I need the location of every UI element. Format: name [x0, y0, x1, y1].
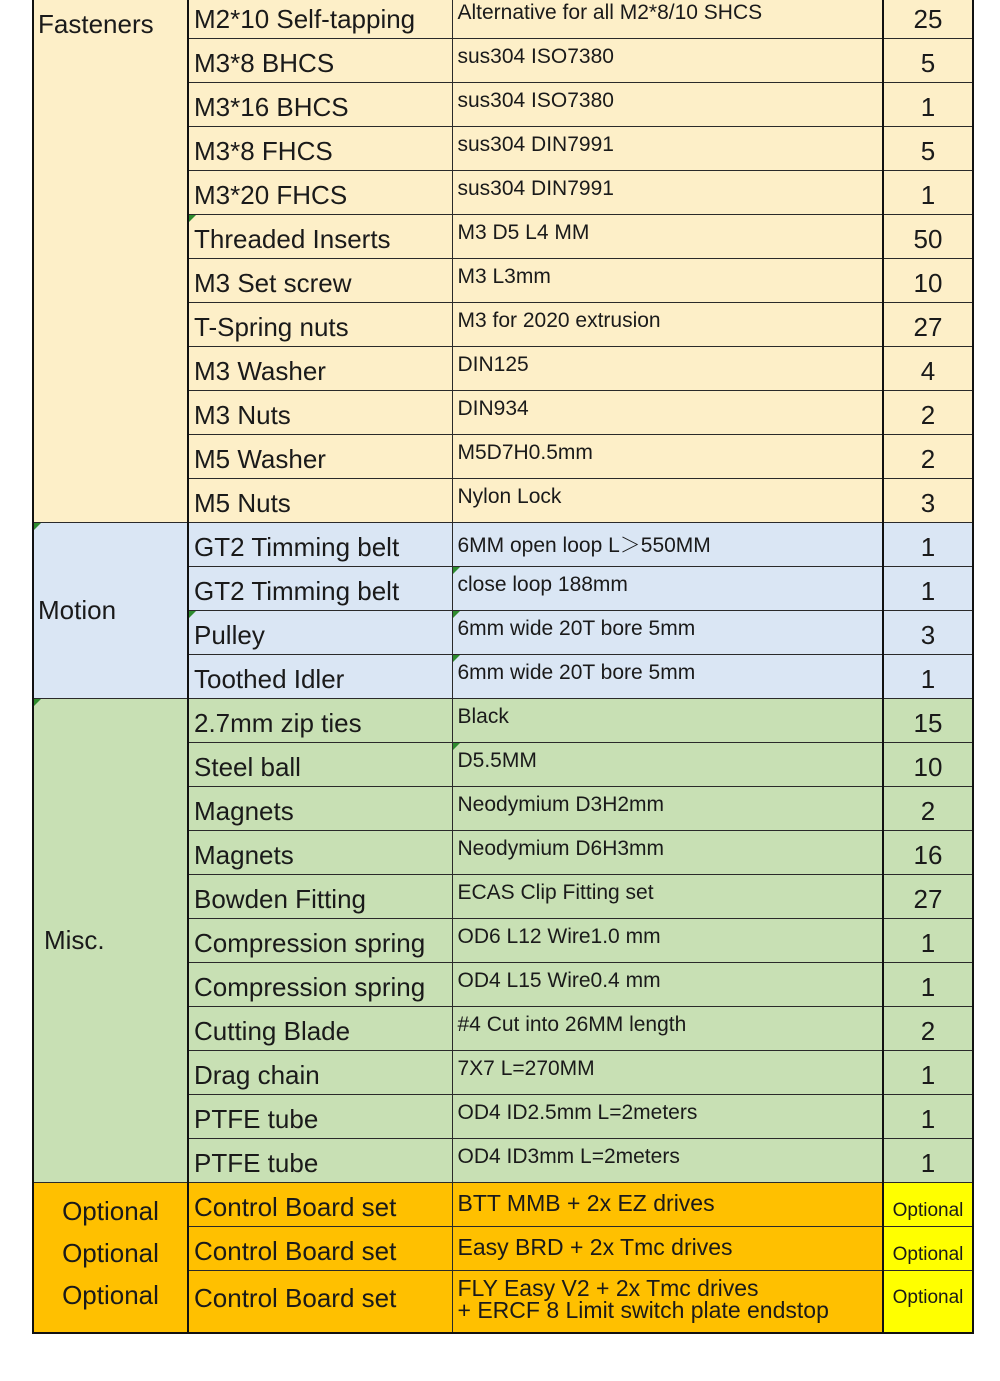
part-spec: 6MM open loop L＞550MM — [452, 523, 883, 567]
part-name: M3*8 FHCS — [188, 127, 452, 171]
part-spec: Alternative for all M2*8/10 SHCS — [452, 0, 883, 39]
part-name: Compression spring — [188, 963, 452, 1007]
table-row — [33, 699, 973, 743]
part-qty: 5 — [883, 39, 973, 83]
part-qty: 2 — [883, 787, 973, 831]
part-qty: 5 — [883, 127, 973, 171]
part-spec: D5.5MM — [452, 743, 883, 787]
spec-line: FLY Easy V2 + 2x Tmc drives — [457, 1275, 759, 1301]
category-cell-motion: Motion — [33, 523, 188, 699]
part-spec: OD4 L15 Wire0.4 mm — [452, 963, 883, 1007]
part-spec: M3 L3mm — [452, 259, 883, 303]
part-qty: 3 — [883, 479, 973, 523]
table-row — [33, 0, 973, 39]
part-spec: Neodymium D6H3mm — [452, 831, 883, 875]
part-qty: 1 — [883, 919, 973, 963]
part-spec: OD4 ID3mm L=2meters — [452, 1139, 883, 1183]
part-name: M3*8 BHCS — [188, 39, 452, 83]
part-spec: M3 for 2020 extrusion — [452, 303, 883, 347]
part-qty: 16 — [883, 831, 973, 875]
part-qty: 15 — [883, 699, 973, 743]
part-name: Steel ball — [188, 743, 452, 787]
spec-line: + ERCF 8 Limit switch plate endstop — [457, 1297, 829, 1323]
part-spec: 7X7 L=270MM — [452, 1051, 883, 1095]
part-name: Compression spring — [188, 919, 452, 963]
part-name: GT2 Timming belt — [188, 523, 452, 567]
part-spec: sus304 DIN7991 — [452, 171, 883, 215]
part-name: Control Board set — [188, 1271, 452, 1333]
part-qty: 3 — [883, 611, 973, 655]
part-name: Drag chain — [188, 1051, 452, 1095]
part-qty: 2 — [883, 391, 973, 435]
part-name: M5 Washer — [188, 435, 452, 479]
part-spec: M3 D5 L4 MM — [452, 215, 883, 259]
part-qty: 10 — [883, 743, 973, 787]
part-name: Toothed Idler — [188, 655, 452, 699]
part-name: 2.7mm zip ties — [188, 699, 452, 743]
part-qty: 4 — [883, 347, 973, 391]
part-name: M3 Washer — [188, 347, 452, 391]
part-name: M2*10 Self-tapping — [188, 0, 452, 39]
part-spec: Neodymium D3H2mm — [452, 787, 883, 831]
part-spec: OD4 ID2.5mm L=2meters — [452, 1095, 883, 1139]
part-spec: Black — [452, 699, 883, 743]
part-qty: 1 — [883, 523, 973, 567]
part-name: Control Board set — [188, 1183, 452, 1227]
category-cell-optional — [33, 1183, 188, 1333]
category-label: Optional — [62, 1196, 159, 1226]
table-row — [33, 1183, 973, 1227]
part-qty: 2 — [883, 435, 973, 479]
part-name: Cutting Blade — [188, 1007, 452, 1051]
part-name: Bowden Fitting — [188, 875, 452, 919]
part-qty: 1 — [883, 1051, 973, 1095]
part-name: GT2 Timming belt — [188, 567, 452, 611]
part-spec: Easy BRD + 2x Tmc drives — [452, 1227, 883, 1271]
part-name: Control Board set — [188, 1227, 452, 1271]
part-spec: #4 Cut into 26MM length — [452, 1007, 883, 1051]
part-spec — [452, 1271, 883, 1333]
part-spec: sus304 DIN7991 — [452, 127, 883, 171]
part-name: PTFE tube — [188, 1139, 452, 1183]
part-qty: 1 — [883, 655, 973, 699]
part-name: M3 Set screw — [188, 259, 452, 303]
part-spec: DIN934 — [452, 391, 883, 435]
part-spec: BTT MMB + 2x EZ drives — [452, 1183, 883, 1227]
part-qty: 1 — [883, 83, 973, 127]
part-qty-optional-badge: Optional — [883, 1271, 973, 1333]
part-spec: 6mm wide 20T bore 5mm — [452, 655, 883, 699]
part-qty: 2 — [883, 1007, 973, 1051]
part-qty-optional-badge: Optional — [883, 1227, 973, 1271]
part-spec: sus304 ISO7380 — [452, 39, 883, 83]
part-name: M3*20 FHCS — [188, 171, 452, 215]
part-spec: 6mm wide 20T bore 5mm — [452, 611, 883, 655]
category-label: Optional — [62, 1238, 159, 1268]
part-qty: 10 — [883, 259, 973, 303]
part-qty: 27 — [883, 875, 973, 919]
part-spec: DIN125 — [452, 347, 883, 391]
part-spec: M5D7H0.5mm — [452, 435, 883, 479]
part-name: M3 Nuts — [188, 391, 452, 435]
part-spec: Nylon Lock — [452, 479, 883, 523]
part-name: M5 Nuts — [188, 479, 452, 523]
part-name: Pulley — [188, 611, 452, 655]
part-spec: ECAS Clip Fitting set — [452, 875, 883, 919]
part-name: M3*16 BHCS — [188, 83, 452, 127]
part-qty: 1 — [883, 567, 973, 611]
part-qty: 1 — [883, 963, 973, 1007]
part-spec: close loop 188mm — [452, 567, 883, 611]
part-name: Magnets — [188, 831, 452, 875]
part-name: PTFE tube — [188, 1095, 452, 1139]
category-label: Optional — [62, 1280, 159, 1310]
parts-list-table — [32, 0, 974, 1334]
part-name: Threaded Inserts — [188, 215, 452, 259]
part-name: T-Spring nuts — [188, 303, 452, 347]
part-qty: 50 — [883, 215, 973, 259]
part-spec: OD6 L12 Wire1.0 mm — [452, 919, 883, 963]
part-qty-optional-badge: Optional — [883, 1183, 973, 1227]
part-spec: sus304 ISO7380 — [452, 83, 883, 127]
part-qty: 27 — [883, 303, 973, 347]
category-cell-fasteners: Fasteners — [33, 0, 188, 523]
category-cell-misc: Misc. — [33, 699, 188, 1183]
part-name: Magnets — [188, 787, 452, 831]
part-qty: 1 — [883, 1095, 973, 1139]
part-qty: 25 — [883, 0, 973, 39]
part-qty: 1 — [883, 1139, 973, 1183]
table-row — [33, 523, 973, 567]
part-qty: 1 — [883, 171, 973, 215]
